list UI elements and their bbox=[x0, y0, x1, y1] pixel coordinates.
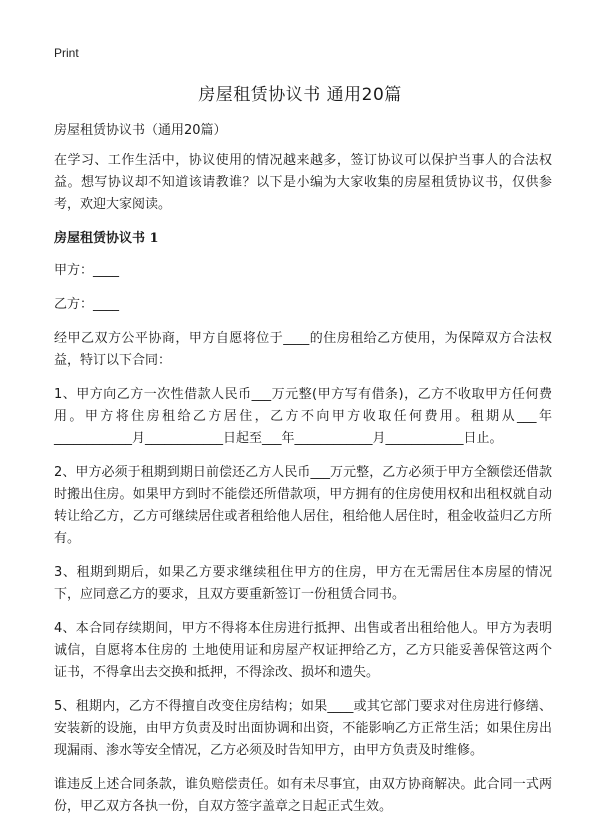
intro-paragraph: 在学习、工作生活中，协议使用的情况越来越多，签订协议可以保护当事人的合法权益。想写协议却不知道该请教谁？以下是小编为大家收集的房屋租赁协议书，仅供参考，欢迎大家阅读。 bbox=[54, 153, 552, 212]
party-a-line: 甲方：____ bbox=[54, 263, 120, 278]
document-title: 房屋租赁协议书 通用20篇 bbox=[198, 85, 402, 105]
print-link[interactable]: Print bbox=[54, 46, 79, 60]
document-body bbox=[54, 120, 552, 830]
party-b-line: 乙方：____ bbox=[54, 297, 120, 312]
document-subtitle: 房屋租赁协议书（通用20篇） bbox=[54, 123, 227, 138]
clause-5: 5、租期内，乙方不得擅自改变住房结构；如果____或其它部门要求对住房进行修缮、安装新的设施，由甲方负责及时出面协调和出资，不能影响乙方正常生活；如果住房出现漏雨、渗水等安全情况，乙方必须及时告知甲方，由甲方负责及时维修。 bbox=[54, 699, 552, 758]
clause-1: 1、甲方向乙方一次性借款人民币___万元整(甲方写有借条)，乙方不收取甲方任何费用。甲方将住房租给乙方居住，乙方不向甲方收取任何费用。租期从___年____________月____________日起至___年____________月____________日止。 bbox=[54, 387, 552, 446]
clause-3: 3、租期到期后，如果乙方要求继续租住甲方的住房，甲方在无需居住本房屋的情况下，应同意乙方的要求，且双方要重新签订一份租赁合同书。 bbox=[54, 565, 552, 602]
section-heading: 房屋租赁协议书 1 bbox=[54, 231, 159, 246]
closing-paragraph: 谁违反上述合同条款，谁负赔偿责任。如有未尽事宜，由双方协商解决。此合同一式两份，甲乙双方各执一份，自双方签字盖章之日起正式生效。 bbox=[54, 777, 552, 814]
clause-2: 2、甲方必须于租期到期日前偿还乙方人民币___万元整，乙方必须于甲方全额偿还借款时搬出住房。如果甲方到时不能偿还所借款项，甲方拥有的住房使用权和出租权就自动转让给乙方，乙方可继续居住或者租给他人居住，租给他人居住时，租金收益归乙方所有。 bbox=[54, 465, 552, 546]
clause-4: 4、本合同存续期间，甲方不得将本住房进行抵押、出售或者出租给他人。甲方为表明诚信，自愿将本住房的 土地使用证和房屋产权证押给乙方，乙方只能妥善保管这两个证书，不得拿出去交换和抵押，不得涂改、损坏和遗失。 bbox=[54, 621, 552, 680]
preamble-paragraph: 经甲乙双方公平协商，甲方自愿将位于____的住房租给乙方使用，为保障双方合法权益，特订以下合同： bbox=[54, 331, 552, 368]
